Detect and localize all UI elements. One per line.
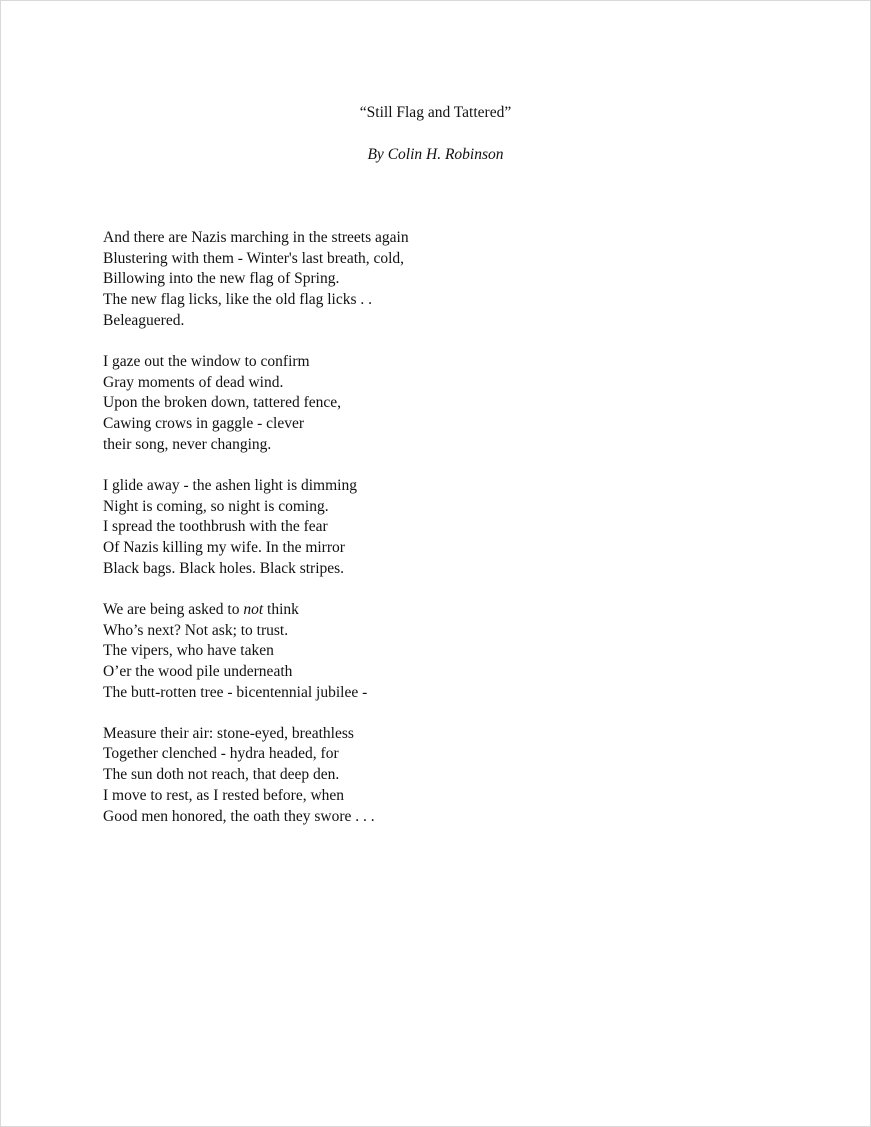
- line-text-before: We are being asked to: [103, 600, 244, 618]
- poem-byline: By Colin H. Robinson: [367, 146, 504, 163]
- poem-line: Of Nazis killing my wife. In the mirror: [103, 538, 345, 556]
- poem-line: O’er the wood pile underneath: [103, 662, 293, 680]
- poem-line: Gray moments of dead wind.: [103, 373, 284, 391]
- stanza-4: [103, 600, 803, 703]
- poem-line: The new flag licks, like the old flag licks . .: [103, 291, 373, 309]
- stanza-2: [103, 352, 803, 455]
- poem-line: The butt-rotten tree - bicentennial jubilee -: [103, 683, 368, 701]
- poem-line: I move to rest, as I rested before, when: [103, 786, 345, 804]
- poem-line: Who’s next? Not ask; to trust.: [103, 621, 289, 639]
- stanza-5: [103, 724, 803, 827]
- poem-line: their song, never changing.: [103, 435, 272, 453]
- poem-line: Black bags. Black holes. Black stripes.: [103, 559, 345, 577]
- poem-line: The vipers, who have taken: [103, 642, 274, 660]
- poem-line: And there are Nazis marching in the streets again: [103, 229, 409, 246]
- poem-line: Beleaguered.: [103, 311, 185, 329]
- poem-line: Cawing crows in gaggle - clever: [103, 415, 305, 432]
- poem-line: Night is coming, so night is coming.: [103, 497, 329, 515]
- poem-line-with-emphasis: [103, 600, 803, 621]
- poem-line: Upon the broken down, tattered fence,: [103, 394, 342, 412]
- line-text-after: think: [263, 600, 299, 618]
- poem-line: I glide away - the ashen light is dimming: [103, 476, 357, 494]
- poem-line: Measure their air: stone-eyed, breathless: [103, 724, 354, 742]
- poem-body: [103, 228, 803, 848]
- poem-line: Blustering with them - Winter's last breath, cold,: [103, 249, 405, 267]
- poem-line: I gaze out the window to confirm: [103, 352, 310, 370]
- poem-line: I spread the toothbrush with the fear: [103, 518, 328, 536]
- poem-title: “Still Flag and Tattered”: [359, 104, 512, 121]
- stanza-3: [103, 476, 803, 579]
- stanza-1: [103, 228, 803, 331]
- poem-line: Together clenched - hydra headed, for: [103, 745, 339, 763]
- poem-line: Billowing into the new flag of Spring.: [103, 270, 340, 288]
- poem-line: Good men honored, the oath they swore . . .: [103, 807, 375, 825]
- poem-line: The sun doth not reach, that deep den.: [103, 766, 340, 784]
- emphasized-word: not: [243, 600, 264, 618]
